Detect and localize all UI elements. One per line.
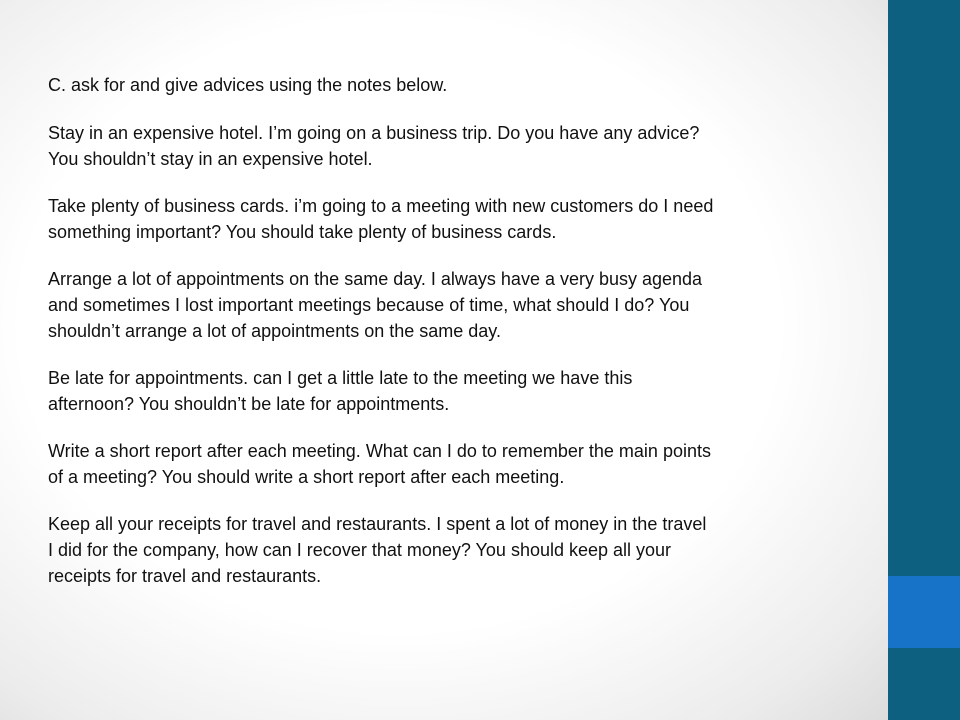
slide-content [48, 72, 848, 610]
paragraph-line: Be late for appointments. can I get a little late to the meeting we have this [48, 368, 633, 388]
paragraph-line: shouldn’t arrange a lot of appointments on the same day. [48, 321, 501, 341]
paragraph-line: Write a short report after each meeting. What can I do to remember the main points [48, 441, 711, 461]
paragraph-hotel [48, 120, 848, 172]
paragraph-line: Stay in an expensive hotel. I’m going on a business trip. Do you have any advice? [48, 123, 700, 143]
paragraph-line: and sometimes I lost important meetings because of time, what should I do? You [48, 295, 690, 315]
paragraph-late [48, 365, 848, 417]
paragraph-line: I did for the company, how can I recover that money? You should keep all your [48, 540, 672, 560]
paragraph-line: Arrange a lot of appointments on the same day. I always have a very busy agenda [48, 269, 703, 289]
paragraph-line: of a meeting? You should write a short report after each meeting. [48, 467, 565, 487]
paragraph-line: afternoon? You shouldn’t be late for appointments. [48, 394, 450, 414]
paragraph-line: Take plenty of business cards. i’m going to a meeting with new customers do I need [48, 196, 714, 216]
paragraph-line: You shouldn’t stay in an expensive hotel. [48, 149, 373, 169]
paragraph-line: something important? You should take plenty of business cards. [48, 222, 557, 242]
paragraph-line: receipts for travel and restaurants. [48, 566, 322, 586]
decorative-accent-block [888, 576, 960, 648]
paragraph-report [48, 438, 848, 490]
paragraph-business-cards [48, 193, 848, 245]
paragraph-appointments [48, 266, 848, 344]
paragraph-receipts [48, 511, 848, 589]
paragraph-line: Keep all your receipts for travel and restaurants. I spent a lot of money in the travel [48, 514, 707, 534]
slide-heading: C. ask for and give advices using the notes below. [48, 75, 448, 95]
